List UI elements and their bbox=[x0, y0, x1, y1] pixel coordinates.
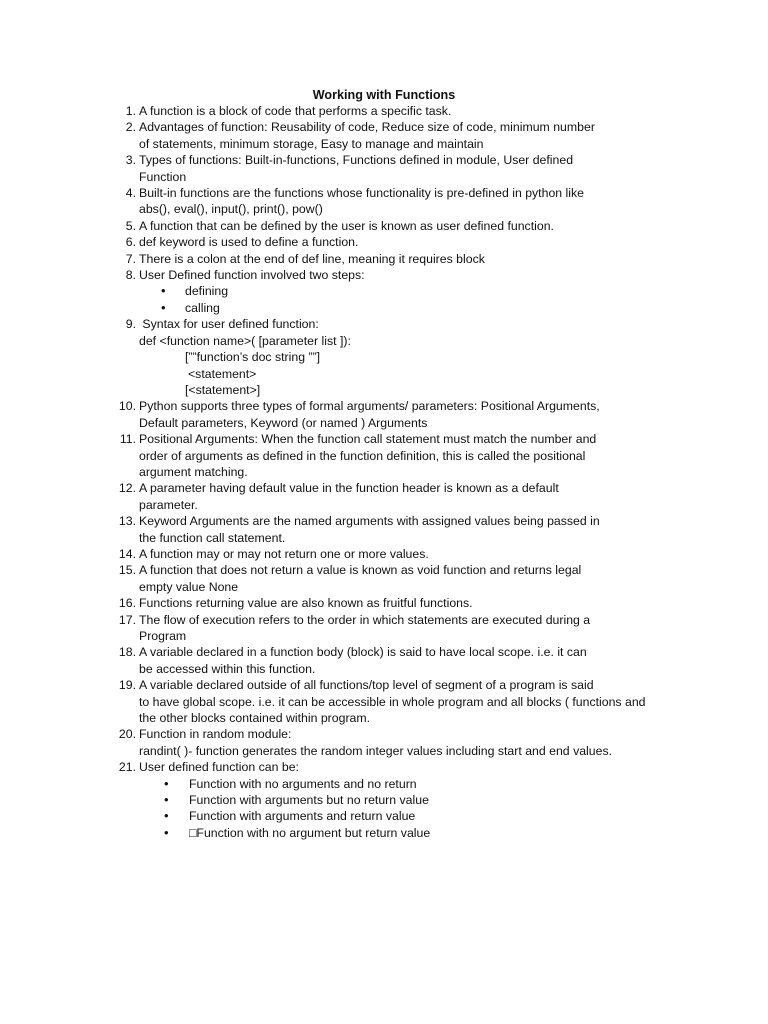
list-item-number: 12. bbox=[118, 481, 136, 496]
list-item bbox=[0, 513, 684, 546]
bullet-item: • calling bbox=[139, 300, 684, 316]
list-item bbox=[0, 398, 684, 431]
list-item-text: be accessed within this function. bbox=[139, 661, 316, 676]
list-item bbox=[0, 103, 684, 119]
list-item-text: randint( )- function generates the random integer values including start and end values. bbox=[139, 743, 613, 758]
list-item-text: def keyword is used to define a function. bbox=[139, 235, 359, 250]
list-item-text: Advantages of function: Reusability of code, Reduce size of code, minimum number bbox=[139, 120, 595, 135]
list-item-number: 7. bbox=[125, 251, 136, 266]
list-item-number: 19. bbox=[118, 678, 136, 693]
list-item-number: 11. bbox=[119, 432, 136, 447]
list-item-number: 8. bbox=[125, 268, 136, 283]
list-item bbox=[0, 644, 684, 677]
bullet-item: • Function with arguments and return value bbox=[139, 808, 684, 824]
list-item-text: User defined function can be: bbox=[139, 760, 299, 775]
list-item-text: Built-in functions are the functions whose functionality is pre-defined in python like bbox=[139, 186, 584, 201]
list-item bbox=[0, 316, 684, 398]
bullet-item: • Function with no arguments and no return bbox=[139, 776, 684, 792]
list-item-text: the function call statement. bbox=[139, 530, 286, 545]
list-item-number: 10. bbox=[118, 399, 136, 414]
list-item bbox=[0, 152, 684, 185]
list-item-text: def <function name>( [parameter list ]): bbox=[139, 333, 351, 348]
list-item-text: A variable declared outside of all functions/top level of segment of a program is said bbox=[139, 678, 594, 693]
bullet-item: • defining bbox=[139, 283, 684, 299]
list-item bbox=[0, 251, 684, 267]
numbered-list bbox=[0, 103, 768, 841]
bullet-list bbox=[139, 283, 684, 316]
list-item-text: A function is a block of code that performs a specific task. bbox=[139, 104, 452, 118]
list-item bbox=[0, 234, 684, 250]
list-item-text: Function in random module: bbox=[139, 727, 292, 742]
list-item bbox=[0, 677, 684, 726]
list-item bbox=[0, 562, 684, 595]
list-item bbox=[0, 185, 684, 218]
bullet-item: • Function with arguments but no return value bbox=[139, 792, 684, 808]
list-item-text: A function that does not return a value is known as void function and returns legal bbox=[139, 563, 582, 578]
list-item-text: Python supports three types of formal arguments/ parameters: Positional Arguments, bbox=[139, 399, 600, 414]
list-item bbox=[0, 431, 684, 480]
list-item-text: Syntax for user defined function: bbox=[139, 317, 319, 332]
list-item-text: The flow of execution refers to the order in which statements are executed during a bbox=[139, 612, 591, 627]
list-item-text: A function may or may not return one or more values. bbox=[139, 546, 429, 561]
list-item-text: Function bbox=[139, 169, 187, 184]
list-item bbox=[0, 119, 684, 152]
list-item bbox=[0, 546, 684, 562]
list-item-number: 1. bbox=[125, 104, 136, 118]
list-item bbox=[0, 612, 684, 645]
syntax-line: [””function’s doc string ””] bbox=[185, 350, 321, 365]
list-item-text: of statements, minimum storage, Easy to manage and maintain bbox=[139, 136, 484, 151]
list-item-number: 20. bbox=[118, 727, 136, 742]
list-item bbox=[0, 267, 684, 316]
bullet-item: • □Function with no argument but return value bbox=[139, 825, 684, 841]
list-item-text: There is a colon at the end of def line, meaning it requires block bbox=[139, 251, 485, 266]
list-item-number: 6. bbox=[125, 235, 136, 250]
list-item bbox=[0, 218, 684, 234]
list-item bbox=[0, 726, 684, 759]
list-item-text: Program bbox=[139, 629, 187, 643]
list-item-text: parameter. bbox=[139, 497, 198, 512]
list-item-number: 13. bbox=[118, 514, 136, 529]
list-item-number: 18. bbox=[118, 645, 136, 660]
page-title: Working with Functions bbox=[312, 88, 456, 102]
list-item-text: Default parameters, Keyword (or named ) Arguments bbox=[139, 415, 428, 430]
list-item-text: argument matching. bbox=[139, 464, 248, 479]
list-item-number: 5. bbox=[125, 218, 136, 233]
list-item-text: Keyword Arguments are the named arguments with assigned values being passed in bbox=[139, 514, 600, 529]
list-item-text: Functions returning value are also known as fruitful functions. bbox=[139, 596, 473, 611]
list-item-number: 21. bbox=[118, 760, 136, 775]
list-item-number: 16. bbox=[118, 596, 136, 611]
list-item-number: 15. bbox=[118, 563, 136, 578]
list-item-text: User Defined function involved two steps: bbox=[139, 268, 365, 283]
list-item-text: A variable declared in a function body (block) is said to have local scope. i.e. it can bbox=[139, 645, 587, 660]
list-item-text: empty value None bbox=[139, 579, 239, 594]
list-item-number: 3. bbox=[125, 153, 136, 168]
list-item-number: 4. bbox=[125, 186, 136, 201]
list-item-number: 9. bbox=[125, 317, 136, 332]
list-item bbox=[0, 759, 684, 841]
list-item-number: 17. bbox=[118, 612, 136, 627]
list-item bbox=[0, 480, 684, 513]
bullet-list bbox=[139, 776, 684, 842]
list-item-text: the other blocks contained within program. bbox=[139, 711, 371, 726]
list-item-text: Positional Arguments: When the function call statement must match the number and bbox=[139, 432, 597, 447]
list-item-text: Types of functions: Built-in-functions, Functions defined in module, User defined bbox=[139, 153, 574, 168]
list-item bbox=[0, 595, 684, 611]
list-item-text: order of arguments as defined in the function definition, this is called the positional bbox=[139, 448, 586, 463]
list-item-text: abs(), eval(), input(), print(), pow() bbox=[139, 202, 323, 217]
list-item-number: 2. bbox=[125, 120, 136, 135]
list-item-text: A function that can be defined by the user is known as user defined function. bbox=[139, 218, 554, 233]
syntax-line: [<statement>] bbox=[185, 382, 261, 397]
list-item-number: 14. bbox=[118, 546, 136, 561]
syntax-line: <statement> bbox=[188, 366, 257, 381]
list-item-text: to have global scope. i.e. it can be accessible in whole program and all blocks ( functions and bbox=[139, 694, 646, 709]
list-item-text: A parameter having default value in the function header is known as a default bbox=[139, 481, 559, 496]
